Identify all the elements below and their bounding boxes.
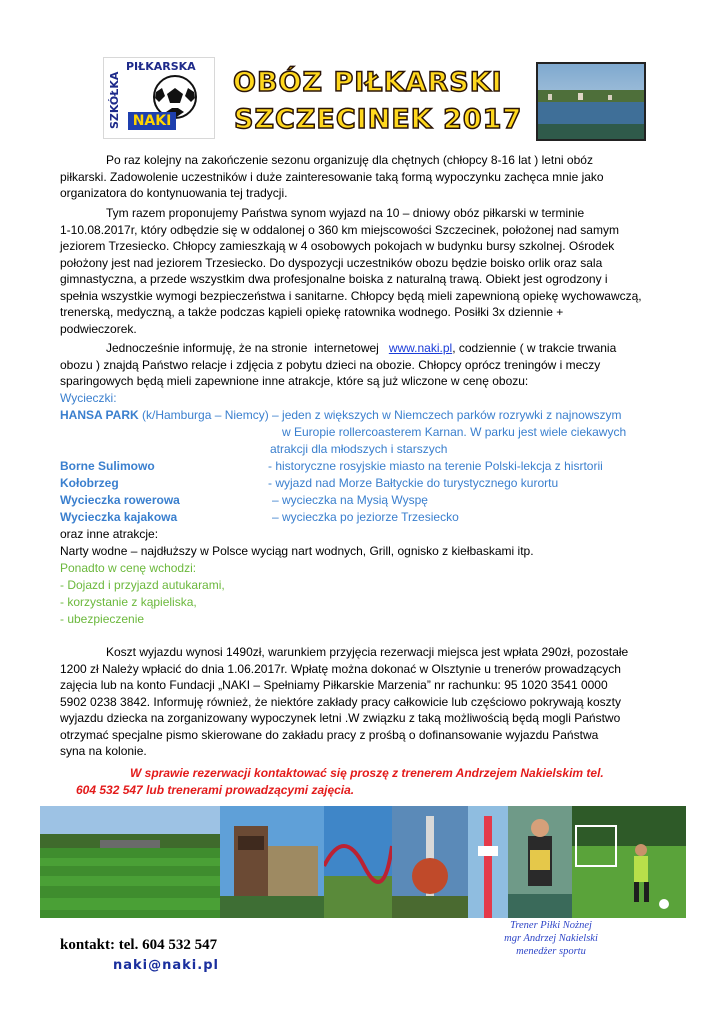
website-link[interactable]: www.naki.pl [388, 341, 453, 355]
intro-paragraph: Po raz kolejny na zakończenie sezonu organizuję dla chętnych (chłopcy 8-16 lat ) letni obóz piłkarski. Zadowolenie uczestników i duże zainteresowanie taką formą wypoczynku zachęca mnie jako organizatora do kontynuowania tej tradycji. [60, 153, 604, 200]
naki-logo [103, 57, 215, 139]
ride-photo [392, 806, 468, 918]
logo-top-text: PIŁKARSKA [126, 60, 196, 73]
website-paragraph: Jednocześnie informuję, że na stronie internetowej www.naki.pl, codziennie ( w trakcie trwania obozu ) znajdą Państwo relacje i zdjęcia z pobytu dzieci na obozie. Chłopcy oprócz treningów i meczy sparingowych będą mieli zapewnione inne atrakcje, które są już wliczone w cenę obozu: [60, 341, 617, 388]
trip-desc: – wycieczka na Mysią Wyspę [272, 493, 428, 507]
signature-block: Trener Piłki Nożnej mgr Andrzej Nakielski menedżer sportu [504, 920, 598, 957]
trip-desc: - historyczne rosyjskie miasto na terenie Polski-lekcja z hisrtorii [268, 459, 603, 473]
included-item: - korzystanie z kąpieliska, [60, 595, 197, 609]
cost-paragraph: Koszt wyjazdu wynosi 1490zł, warunkiem przyjęcia rezerwacji miejsca jest wpłata 290zł, pozostałe 1200 zł Należy wpłacić do dnia 1.06.2017r. Wpłatę można dokonać w Olsztynie u trenerów prowadzących zajęcia lub na konto Fundacji „NAKI – Spełniamy Piłkarskie Marzenia” nr rachunku: 95 1020 3541 0000 5902 0238 3842. Informuję również, że niektóre zakłady pracy całkowicie lub częściowo pokrywają koszty wyjazdu dziecka na zorganizowany wypoczynek letni .W związku z taką możliwością będą mogli Państwo otrzymać specjalne pismo skierowane do zakładu pracy z prośbą o dofinansowanie wyjazdu Państwa syna na kolonie. [60, 645, 629, 758]
page-title-line2: SZCZECINEK 2017 [234, 104, 523, 135]
water-skiing-photo [508, 806, 572, 918]
hansa-park-desc-3: atrakcji dla młodszych i starszych [270, 442, 448, 456]
contact-email[interactable]: naki@naki.pl [113, 958, 219, 973]
contact-phone: kontakt: tel. 604 532 547 [60, 937, 218, 953]
trip-name: Borne Sulimowo [60, 459, 155, 473]
trip-desc: – wycieczka po jeziorze Trzesiecko [272, 510, 459, 524]
logo-side-text: SZKÓŁKA [108, 71, 121, 129]
reservation-line-2: 604 532 547 lub trenerami prowadzącymi zajęcia. [76, 783, 355, 797]
page-title-line1: OBÓZ PIŁKARSKI [233, 67, 503, 98]
player-kicking-photo [572, 806, 686, 918]
football-pitch-photo [40, 806, 220, 918]
trips-heading: Wycieczki: [60, 391, 117, 405]
trip-name: Kołobrzeg [60, 476, 119, 490]
included-heading: Ponadto w cenę wchodzi: [60, 561, 197, 575]
hansa-park-desc-2: w Europie rollercoasterem Karnan. W parku jest wiele ciekawych [282, 425, 627, 439]
included-item: - Dojazd i przyjazd autukarami, [60, 578, 225, 592]
hansa-park-entry: HANSA PARK (k/Hamburga – Niemcy) – jeden z większych w Niemczech parków rozrywki z najnowszym [60, 408, 622, 422]
hansa-park-tower-photo [220, 806, 324, 918]
rollercoaster-photo [324, 806, 392, 918]
other-attractions-text: Narty wodne – najdłuższy w Polsce wyciąg nart wodnych, Grill, ognisko z kiełbaskami itp. [60, 544, 534, 558]
lake-photo [536, 62, 646, 141]
camp-details-paragraph: Tym razem proponujemy Państwa synom wyjazd na 10 – dniowy obóz piłkarski w terminie 1-10.08.2017r, który odbędzie się w oddalonej o 360 km miejscowości Szczecinek, położonej nad samym jeziorem Trzesiecko. Chłopcy zamieszkają w 4 osobowych pokojach w budynku bursy szkolnej. Ośrodek położony jest nad jeziorem Trzesiecko. Do dyspozycji uczestników obozu będzie boisko orlik oraz sala gimnastyczna, a przede wszystkim dwa profesjonalne boiska z naturalną trawą. Obiekt jest ogrodzony i spełnia wszystkie wymogi bezpieczeństwa i sanitarne. Chłopcy będą mieli zapewnioną opiekę wychowawczą, trenerską, medyczną, a także podczas kąpieli opiekę ratownika wodnego. Posiłki 3x dziennie + podwieczorek. [60, 206, 642, 336]
photo-strip [40, 806, 686, 918]
logo-brand: NAKI [128, 112, 176, 130]
included-item: - ubezpieczenie [60, 612, 145, 626]
trip-desc: - wyjazd nad Morze Bałtyckie do turystycznego kurortu [268, 476, 559, 490]
trip-name: Wycieczka rowerowa [60, 493, 180, 507]
trip-name: Wycieczka kajakowa [60, 510, 178, 524]
tower-ride-photo [468, 806, 508, 918]
reservation-line-1: W sprawie rezerwacji kontaktować się proszę z trenerem Andrzejem Nakielskim tel. [130, 766, 604, 780]
other-attractions-heading: oraz inne atrakcje: [60, 527, 159, 541]
